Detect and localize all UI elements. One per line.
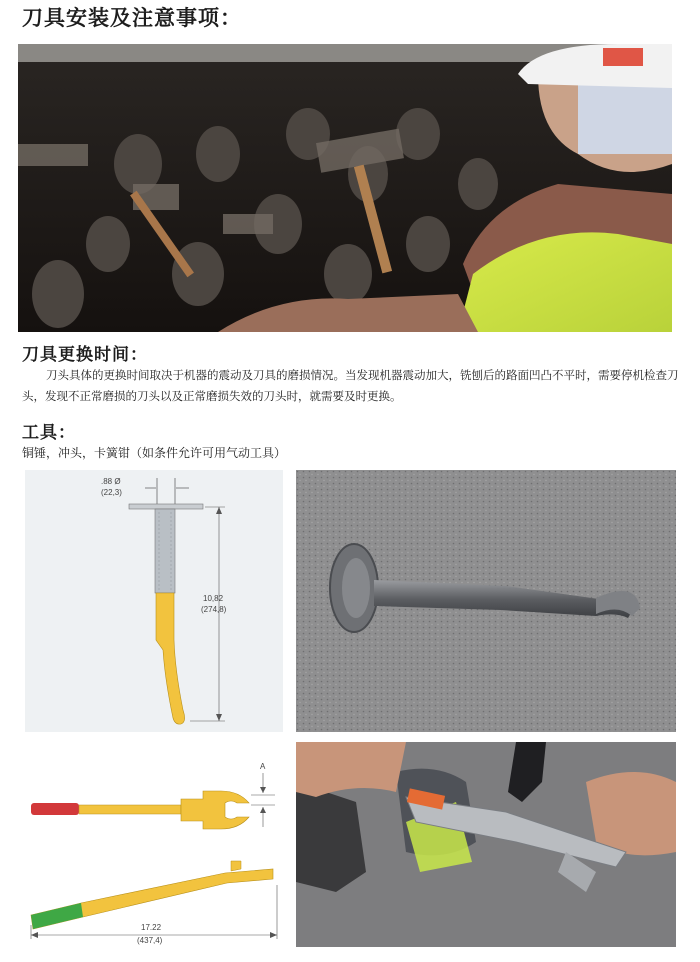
plier-photo (296, 742, 676, 947)
replace-time-text: 刀头具体的更换时间取决于机器的震动及刀具的磨损情况。当发现机器震动加大，铣刨后的路面凹凸不平时，需要停机检查刀头，发现不正常磨损的刀头以及正常磨损失效的刀头时，就需要及时更换。 (22, 368, 679, 403)
plier-drawing (25, 745, 283, 945)
punch-length-mm: (274,8) (201, 605, 227, 614)
section-heading-tools: 工具： (22, 423, 76, 443)
page-title: 刀具安装及注意事项： (22, 6, 242, 30)
tools-list: 铜锤，冲头，卡簧钳（如条件允许可用气动工具） (22, 446, 287, 460)
plier-label-a: A (260, 762, 266, 771)
section-heading-replace-time: 刀具更换时间： (22, 345, 148, 365)
replace-time-paragraph (22, 365, 682, 407)
machine-photo (18, 44, 672, 332)
punch-diameter-mm: (22,3) (101, 488, 122, 497)
punch-diameter-in: .88 Ø (101, 477, 121, 486)
punch-length-in: 10,82 (203, 594, 224, 603)
plier-length-mm: (437,4) (137, 936, 163, 945)
plier-length-in: 17.22 (141, 923, 162, 932)
punch-photo (296, 470, 676, 732)
punch-drawing (25, 470, 283, 732)
